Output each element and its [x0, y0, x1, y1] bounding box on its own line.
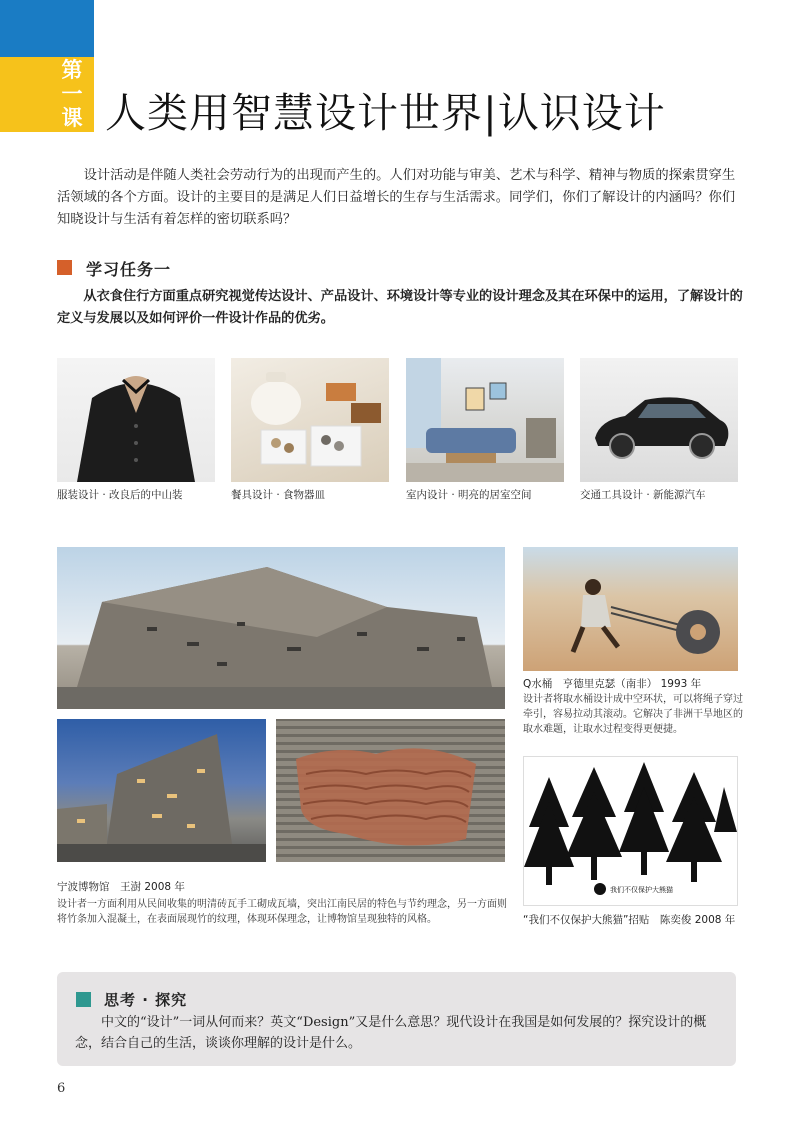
page-title: 人类用智慧设计世界|认识设计 — [105, 89, 666, 137]
think-heading: 思考 · 探究 — [104, 991, 188, 1009]
task-marker-square — [57, 260, 72, 275]
lesson-char: 第 — [61, 57, 83, 82]
tile-wall-image — [276, 719, 505, 862]
task-heading: 学习任务一 — [86, 260, 172, 279]
tableware-caption: 餐具设计 · 食物器皿 — [231, 489, 326, 501]
museum-description: 设计者一方面利用从民间收集的明清砖瓦手工砌成瓦墙，突出江南民居的特色与节约理念，另一方面则将竹条加入混凝土，在表面展现竹的纹理，体现环保理念，让博物馆呈现独特的风格。 — [57, 899, 507, 925]
car-image — [580, 358, 738, 482]
lesson-char: 一 — [61, 81, 83, 106]
tableware-image — [231, 358, 389, 482]
page-number: 6 — [57, 1081, 66, 1096]
lesson-label — [52, 58, 92, 130]
header-blue-block — [0, 0, 94, 57]
intro-paragraph: 设计活动是伴随人类社会劳动行为的出现而产生的。人们对功能与审美、艺术与科学、精神与物质的探索贯穿生活领域的各个方面。设计的主要目的是满足人们日益增长的生存与生活需求。同学们，你们了解设计的内涵吗？你们知晓设计与生活有着怎样的密切联系吗？ — [57, 168, 736, 227]
car-caption: 交通工具设计 · 新能源汽车 — [580, 489, 706, 501]
lesson-char: 课 — [61, 105, 83, 130]
museum-night-image — [57, 719, 266, 862]
suit-caption: 服装设计 · 改良后的中山装 — [57, 489, 183, 501]
museum-main-image — [57, 547, 505, 709]
panda-poster-inner-text: 我们不仅保护大熊猫 — [610, 886, 673, 894]
suit-image — [57, 358, 215, 482]
panda-poster-caption: “我们不仅保护大熊猫”招贴 陈奕俊 2008 年 — [523, 914, 736, 926]
water-barrel-caption: Q水桶 亨德里克瑟（南非） 1993 年 — [523, 678, 702, 690]
interior-caption: 室内设计 · 明亮的居室空间 — [406, 489, 532, 501]
task-text: 从衣食住行方面重点研究视觉传达设计、产品设计、环境设计等专业的设计理念及其在环保中的运用，了解设计的定义与发展以及如何评价一件设计作品的优劣。 — [57, 289, 743, 326]
interior-image — [406, 358, 564, 482]
water-barrel-image — [523, 547, 738, 671]
panda-poster-image — [523, 756, 738, 906]
museum-caption: 宁波博物馆 王澍 2008 年 — [57, 881, 185, 893]
think-marker-square — [76, 992, 91, 1007]
water-barrel-description: 设计者将取水桶设计成中空环状，可以将绳子穿过牵引，容易拉动其滚动。它解决了非洲干旱地区的取水难题，让取水过程变得更便捷。 — [523, 694, 743, 735]
think-text: 中文的“设计”一词从何而来？英文“Design”又是什么意思？现代设计在我国是如何发展的？探究设计的概念，结合自己的生活，谈谈你理解的设计是什么。 — [75, 1015, 707, 1051]
